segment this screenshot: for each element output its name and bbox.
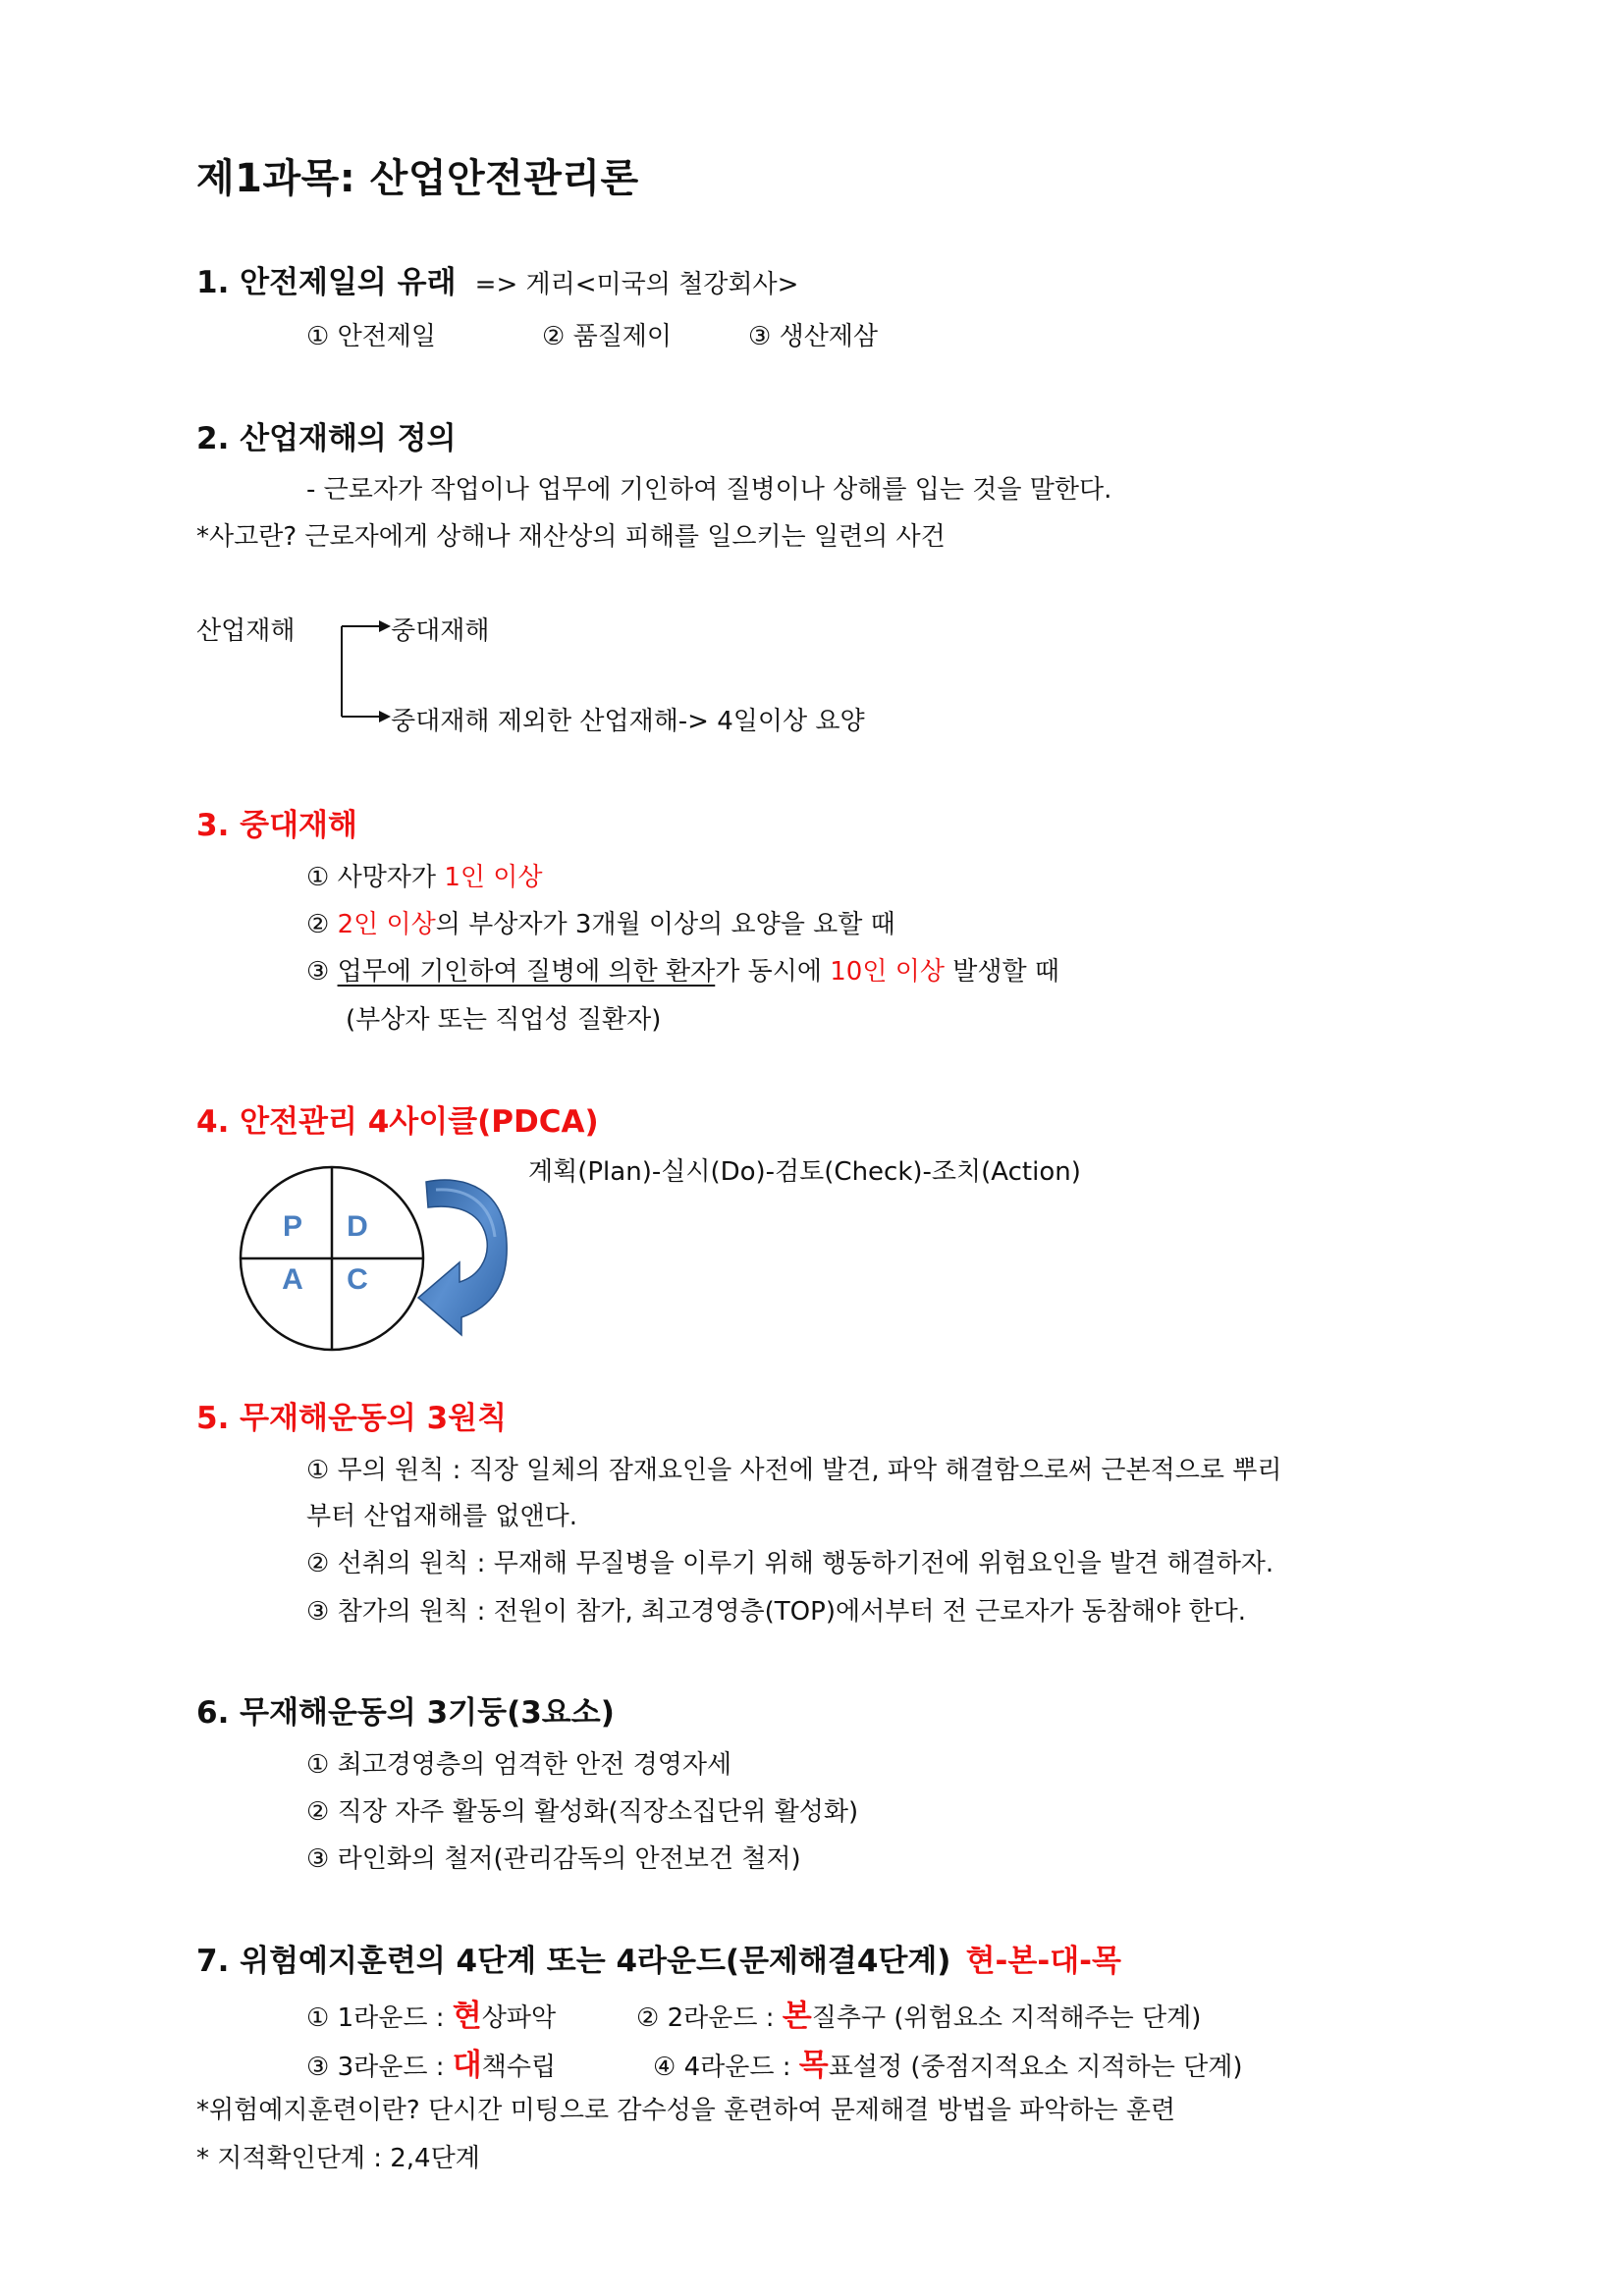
s3-item-3: ③ 업무에 기인하여 질병에 의한 환자가 동시에 10인 이상 발생할 때 <box>306 957 1059 987</box>
s5-principle-3: ③ 참가의 원칙 : 전원이 참가, 최고경영층(TOP)에서부터 전 근로자가 동참해야 한다. <box>306 1597 1247 1627</box>
s7-round-2: ② 2라운드 : 본질추구 (위험요소 지적해주는 단계) <box>636 1999 1202 2034</box>
section-2-heading: 2. 산업재해의 정의 <box>196 421 457 456</box>
section-4-heading: 4. 안전관리 4사이클(PDCA) <box>196 1104 599 1140</box>
s7-round-4: ④ 4라운드 : 목표설정 (중점지적요소 지적하는 단계) <box>653 2048 1243 2083</box>
pdca-letter-p: P <box>282 1210 303 1243</box>
section-5-heading: 5. 무재해운동의 3원칙 <box>196 1401 508 1436</box>
s7-round-1: ① 1라운드 : 현상파악 <box>306 1999 557 2034</box>
pdca-letter-a: A <box>282 1263 303 1296</box>
s3-item-3-note: (부상자 또는 직업성 질환자) <box>346 1005 662 1035</box>
s6-item-1: ① 최고경영층의 엄격한 안전 경영자세 <box>306 1750 732 1780</box>
branch-arrow-diagram <box>334 609 393 731</box>
diagram-branch-2: 중대재해 제외한 산업재해-> 4일이상 요양 <box>391 707 865 736</box>
diagram-root-label: 산업재해 <box>196 616 296 646</box>
page-title: 제1과목: 산업안전관리론 <box>196 156 639 201</box>
s5-principle-1: ① 무의 원칙 : 직장 일체의 잠재요인을 사전에 발견, 파악 해결함으로써 근본적으로 뿌리 <box>306 1456 1282 1485</box>
s7-note-1: *위험예지훈련이란? 단시간 미팅으로 감수성을 훈련하여 문제해결 방법을 파악하는 훈련 <box>196 2096 1176 2125</box>
curved-arrow-icon <box>418 1180 507 1335</box>
section-3-heading: 3. 중대재해 <box>196 808 357 843</box>
pdca-description: 계획(Plan)-실시(Do)-검토(Check)-조치(Action) <box>528 1157 1081 1187</box>
pdca-cycle-diagram <box>234 1160 528 1357</box>
s1-item-2: ② 품질제이 <box>542 322 673 351</box>
pdca-letter-c: C <box>347 1263 368 1296</box>
section-1-heading-line <box>196 257 798 301</box>
diagram-branch-1: 중대재해 <box>391 616 490 646</box>
pdca-letter-d: D <box>347 1210 368 1243</box>
s6-item-2: ② 직장 자주 활동의 활성화(직장소집단위 활성화) <box>306 1797 859 1827</box>
section-1-note: => 게리<미국의 철강회사> <box>474 270 799 299</box>
section-6-heading: 6. 무재해운동의 3기둥(3요소) <box>196 1695 615 1731</box>
section-1-heading: 1. 안전제일의 유래 <box>196 265 457 300</box>
s6-item-3: ③ 라인화의 철저(관리감독의 안전보건 철저) <box>306 1844 801 1874</box>
s2-definition: - 근로자가 작업이나 업무에 기인하여 질병이나 상해를 입는 것을 말한다. <box>306 475 1112 505</box>
s7-note-2: * 지적확인단계 : 2,4단계 <box>196 2144 480 2173</box>
s7-round-3: ③ 3라운드 : 대책수립 <box>306 2048 557 2083</box>
section-7-heading: 7. 위험예지훈련의 4단계 또는 4라운드(문제해결4단계) <box>196 1944 951 1979</box>
s5-principle-1-cont: 부터 산업재해를 없앤다. <box>306 1502 577 1531</box>
s1-item-3: ③ 생산제삼 <box>748 322 879 351</box>
section-7-mnemonic: 현-본-대-목 <box>965 1944 1121 1979</box>
s3-item-2: ② 2인 이상의 부상자가 3개월 이상의 요양을 요할 때 <box>306 910 895 939</box>
section-7-heading-line <box>196 1936 1121 1980</box>
s5-principle-2: ② 선취의 원칙 : 무재해 무질병을 이루기 위해 행동하기전에 위험요인을 발견 해결하자. <box>306 1549 1274 1578</box>
s3-item-1: ① 사망자가 1인 이상 <box>306 863 543 892</box>
s2-accident-note: *사고란? 근로자에게 상해나 재산상의 피해를 일으키는 일련의 사건 <box>196 522 946 552</box>
s1-item-1: ① 안전제일 <box>306 322 437 351</box>
